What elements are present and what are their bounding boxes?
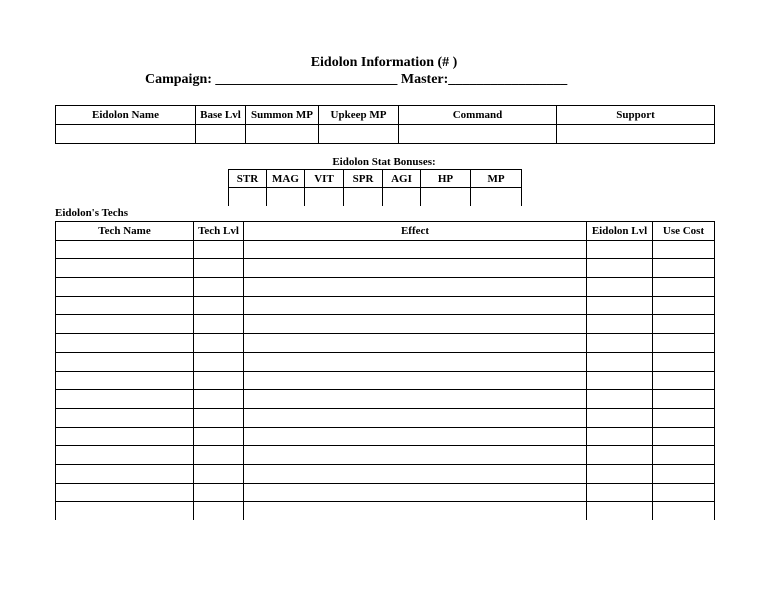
tech-lvl-cell[interactable]: [194, 390, 244, 409]
tech-name-cell[interactable]: [56, 464, 194, 483]
tech-name-cell[interactable]: [56, 408, 194, 427]
header-use-cost: Use Cost: [653, 222, 715, 241]
eidolon-lvl-cell[interactable]: [587, 334, 653, 353]
effect-cell[interactable]: [244, 427, 587, 446]
tech-name-cell[interactable]: [56, 334, 194, 353]
use-cost-cell[interactable]: [653, 334, 715, 353]
eidolon-lvl-cell[interactable]: [587, 371, 653, 390]
effect-cell[interactable]: [244, 315, 587, 334]
tech-lvl-cell[interactable]: [194, 334, 244, 353]
upkeep-mp-cell[interactable]: [319, 125, 399, 144]
tech-row: [56, 259, 715, 278]
header-mp: MP: [471, 170, 522, 188]
eidolon-lvl-cell[interactable]: [587, 296, 653, 315]
tech-row: [56, 446, 715, 465]
stats-entry-row: [229, 188, 522, 207]
hp-cell[interactable]: [421, 188, 471, 207]
tech-row: [56, 483, 715, 502]
agi-cell[interactable]: [383, 188, 421, 207]
eidolon-lvl-cell[interactable]: [587, 278, 653, 297]
use-cost-cell[interactable]: [653, 390, 715, 409]
eidolon-lvl-cell[interactable]: [587, 315, 653, 334]
header-command: Command: [399, 106, 557, 125]
tech-row: [56, 427, 715, 446]
eidolon-lvl-cell[interactable]: [587, 259, 653, 278]
use-cost-cell[interactable]: [653, 296, 715, 315]
form-title: Eidolon Information (# ): [310, 55, 458, 70]
header-upkeep-mp: Upkeep MP: [319, 106, 399, 125]
header-tech-name: Tech Name: [56, 222, 194, 241]
header-hp: HP: [421, 170, 471, 188]
effect-cell[interactable]: [244, 334, 587, 353]
use-cost-cell[interactable]: [653, 502, 715, 520]
header-mag: MAG: [267, 170, 305, 188]
tech-row: [56, 464, 715, 483]
use-cost-cell[interactable]: [653, 446, 715, 465]
use-cost-cell[interactable]: [653, 352, 715, 371]
tech-name-cell[interactable]: [56, 483, 194, 502]
header-tech-lvl: Tech Lvl: [194, 222, 244, 241]
tech-lvl-cell[interactable]: [194, 483, 244, 502]
header-spr: SPR: [344, 170, 383, 188]
spr-cell[interactable]: [344, 188, 383, 207]
use-cost-cell[interactable]: [653, 259, 715, 278]
effect-cell[interactable]: [244, 446, 587, 465]
use-cost-cell[interactable]: [653, 315, 715, 334]
effect-cell[interactable]: [244, 278, 587, 297]
tech-row: [56, 408, 715, 427]
vit-cell[interactable]: [305, 188, 344, 207]
tech-lvl-cell[interactable]: [194, 278, 244, 297]
tech-lvl-cell[interactable]: [194, 296, 244, 315]
effect-cell[interactable]: [244, 483, 587, 502]
header-effect: Effect: [244, 222, 587, 241]
eidolon-lvl-cell[interactable]: [587, 390, 653, 409]
support-cell[interactable]: [557, 125, 715, 144]
eidolon-lvl-cell[interactable]: [587, 483, 653, 502]
tech-name-cell[interactable]: [56, 427, 194, 446]
tech-lvl-cell[interactable]: [194, 371, 244, 390]
header-support: Support: [557, 106, 715, 125]
effect-cell[interactable]: [244, 464, 587, 483]
eidolon-lvl-cell[interactable]: [587, 427, 653, 446]
stat-bonuses-table: [228, 169, 522, 206]
eidolon-lvl-cell[interactable]: [587, 446, 653, 465]
tech-name-cell[interactable]: [56, 352, 194, 371]
tech-name-cell[interactable]: [56, 446, 194, 465]
tech-row: [56, 371, 715, 390]
campaign-master-line: Campaign: __________________________ Master:_________________: [145, 72, 568, 87]
tech-lvl-cell[interactable]: [194, 408, 244, 427]
use-cost-cell[interactable]: [653, 408, 715, 427]
techs-caption: Eidolon's Techs: [55, 207, 129, 219]
effect-cell[interactable]: [244, 408, 587, 427]
effect-cell[interactable]: [244, 390, 587, 409]
tech-row: [56, 334, 715, 353]
tech-lvl-cell[interactable]: [194, 464, 244, 483]
eidolon-lvl-cell[interactable]: [587, 502, 653, 520]
tech-row: [56, 390, 715, 409]
header-summon-mp: Summon MP: [246, 106, 319, 125]
use-cost-cell[interactable]: [653, 240, 715, 259]
eidolon-info-table: [55, 105, 715, 144]
effect-cell[interactable]: [244, 352, 587, 371]
tech-row: [56, 296, 715, 315]
tech-name-cell[interactable]: [56, 259, 194, 278]
tech-lvl-cell[interactable]: [194, 352, 244, 371]
tech-name-cell[interactable]: [56, 296, 194, 315]
mp-cell[interactable]: [471, 188, 522, 207]
effect-cell[interactable]: [244, 259, 587, 278]
summon-mp-cell[interactable]: [246, 125, 319, 144]
tech-row: [56, 278, 715, 297]
tech-name-cell[interactable]: [56, 240, 194, 259]
eidolon-lvl-cell[interactable]: [587, 240, 653, 259]
eidolon-name-cell[interactable]: [56, 125, 196, 144]
tech-name-cell[interactable]: [56, 278, 194, 297]
info-header-row: [56, 106, 715, 125]
info-entry-row: [56, 125, 715, 144]
tech-row: [56, 240, 715, 259]
header-eidolon-lvl: Eidolon Lvl: [587, 222, 653, 241]
stat-bonuses-caption: Eidolon Stat Bonuses:: [332, 156, 436, 168]
use-cost-cell[interactable]: [653, 427, 715, 446]
tech-lvl-cell[interactable]: [194, 502, 244, 520]
tech-lvl-cell[interactable]: [194, 315, 244, 334]
tech-lvl-cell[interactable]: [194, 446, 244, 465]
tech-lvl-cell[interactable]: [194, 259, 244, 278]
tech-row: [56, 352, 715, 371]
eidolon-lvl-cell[interactable]: [587, 408, 653, 427]
stats-header-row: [229, 170, 522, 188]
header-vit: VIT: [305, 170, 344, 188]
tech-name-cell[interactable]: [56, 502, 194, 520]
header-eidolon-name: Eidolon Name: [56, 106, 196, 125]
effect-cell[interactable]: [244, 296, 587, 315]
header-str: STR: [229, 170, 267, 188]
command-cell[interactable]: [399, 125, 557, 144]
tech-lvl-cell[interactable]: [194, 240, 244, 259]
mag-cell[interactable]: [267, 188, 305, 207]
effect-cell[interactable]: [244, 240, 587, 259]
use-cost-cell[interactable]: [653, 371, 715, 390]
use-cost-cell[interactable]: [653, 464, 715, 483]
tech-lvl-cell[interactable]: [194, 427, 244, 446]
use-cost-cell[interactable]: [653, 483, 715, 502]
tech-name-cell[interactable]: [56, 371, 194, 390]
header-agi: AGI: [383, 170, 421, 188]
tech-name-cell[interactable]: [56, 390, 194, 409]
str-cell[interactable]: [229, 188, 267, 207]
tech-name-cell[interactable]: [56, 315, 194, 334]
eidolon-lvl-cell[interactable]: [587, 352, 653, 371]
techs-header-row: [56, 222, 715, 241]
techs-table: [55, 221, 715, 520]
effect-cell[interactable]: [244, 371, 587, 390]
tech-row: [56, 502, 715, 520]
header-base-lvl: Base Lvl: [196, 106, 246, 125]
effect-cell[interactable]: [244, 502, 587, 520]
tech-row: [56, 315, 715, 334]
eidolon-lvl-cell[interactable]: [587, 464, 653, 483]
use-cost-cell[interactable]: [653, 278, 715, 297]
base-lvl-cell[interactable]: [196, 125, 246, 144]
